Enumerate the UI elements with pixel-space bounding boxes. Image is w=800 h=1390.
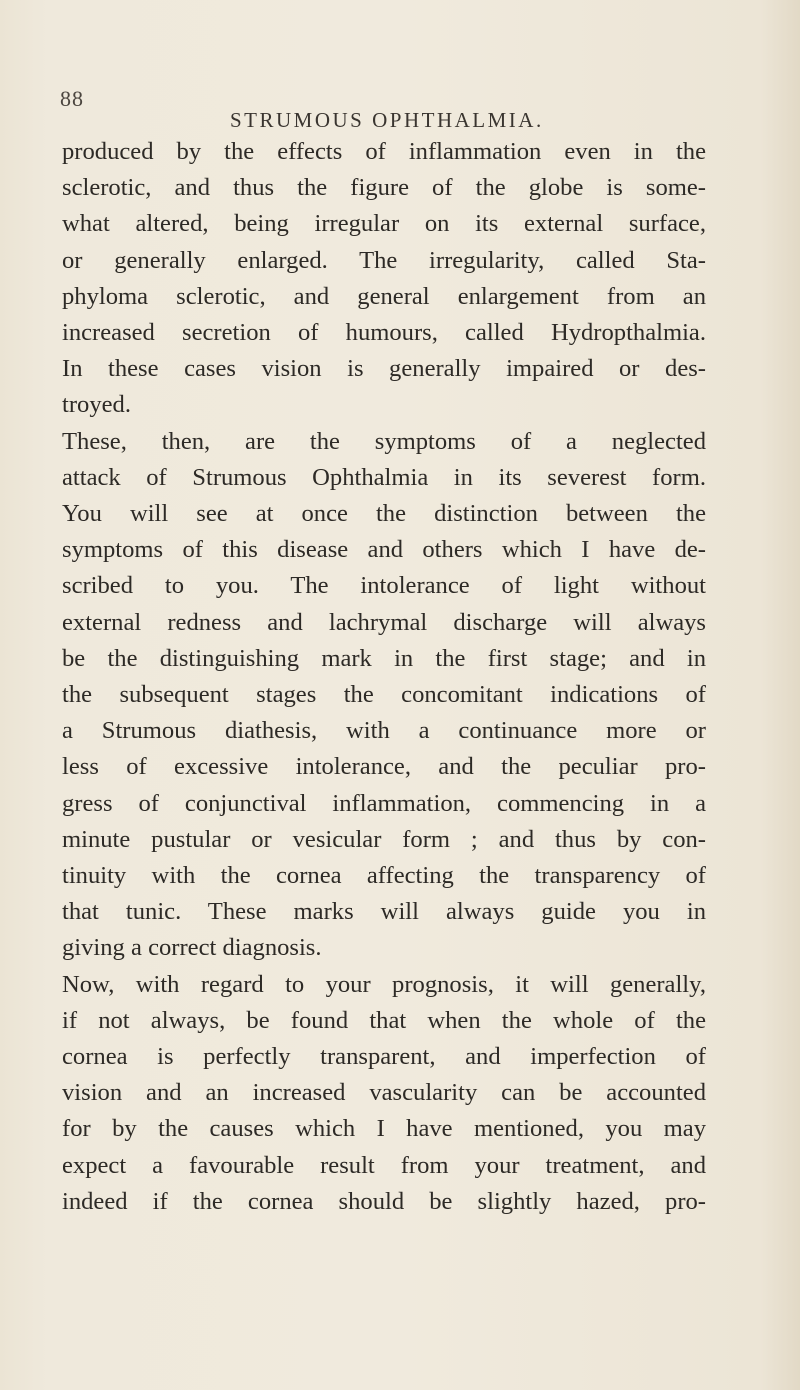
- text-line: if not always, be found that when the whole of the: [62, 1006, 706, 1034]
- text-line: produced by the effects of inflammation even in the: [62, 138, 706, 165]
- paragraph-start-line: These, then, are the symptoms of a neglected: [62, 427, 706, 455]
- text-line: less of excessive intolerance, and the peculiar pro-: [62, 753, 706, 781]
- text-line: In these cases vision is generally impaired or des-: [62, 355, 706, 383]
- text-line: for by the causes which I have mentioned, you may: [62, 1115, 706, 1143]
- text-line: the subsequent stages the concomitant indications of: [62, 681, 706, 709]
- text-line: troyed.: [62, 391, 131, 419]
- text-line: increased secretion of humours, called Hydropthalmia.: [62, 319, 706, 347]
- page-number: 88: [60, 86, 84, 111]
- paragraph-start-line: Now, with regard to your prognosis, it will generally,: [62, 970, 706, 998]
- text-line: expect a favourable result from your treatment, and: [62, 1151, 706, 1179]
- text-line: that tunic. These marks will always guide you in: [62, 898, 706, 926]
- text-line: gress of conjunctival inflammation, commencing in a: [62, 789, 706, 817]
- text-line: what altered, being irregular on its external surface,: [62, 210, 706, 238]
- text-line: cornea is perfectly transparent, and imperfection of: [62, 1043, 706, 1071]
- text-line: vision and an increased vascularity can be accounted: [62, 1079, 706, 1107]
- text-line: indeed if the cornea should be slightly hazed, pro-: [62, 1187, 706, 1215]
- body-text: [62, 134, 706, 1220]
- text-line: symptoms of this disease and others which I have de-: [62, 536, 706, 564]
- text-line: or generally enlarged. The irregularity, called Sta-: [62, 246, 706, 274]
- text-line: be the distinguishing mark in the first stage; and in: [62, 644, 706, 672]
- text-line: scribed to you. The intolerance of light without: [62, 572, 706, 600]
- running-title: STRUMOUS OPHTHALMIA.: [230, 108, 544, 132]
- text-line: tinuity with the cornea affecting the transparency of: [62, 862, 706, 890]
- text-line: phyloma sclerotic, and general enlargement from an: [62, 282, 706, 310]
- paragraph-start-line: You will see at once the distinction between the: [62, 500, 706, 528]
- text-line: minute pustular or vesicular form ; and thus by con-: [62, 825, 706, 853]
- text-line: attack of Strumous Ophthalmia in its severest form.: [62, 463, 706, 491]
- text-line: external redness and lachrymal discharge will always: [62, 608, 706, 636]
- text-line: a Strumous diathesis, with a continuance more or: [62, 717, 706, 745]
- text-line: sclerotic, and thus the figure of the globe is some-: [62, 174, 706, 202]
- text-line: giving a correct diagnosis.: [62, 934, 322, 962]
